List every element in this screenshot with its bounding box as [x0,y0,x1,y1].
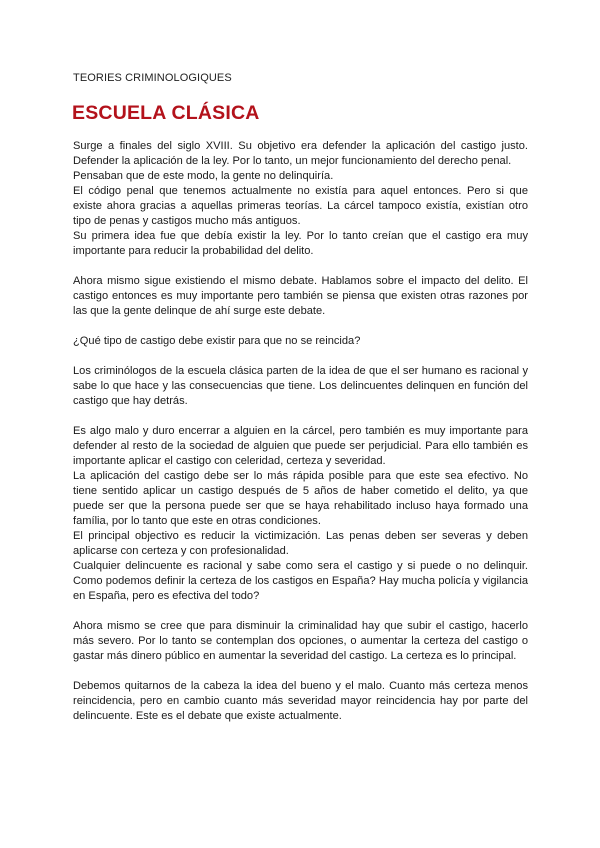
text-line: El código penal que tenemos actualmente no existía para aquel entonces. Pero si que existe ahora gracias a aquellas primeras teorías. La cárcel tampoco existía, existían otro tipo de penas y castigos mucho más antiguos. [73,185,528,227]
paragraph-origins [73,139,528,259]
text-line: Su primera idea fue que debía existir la ley. Por lo tanto creían que el castigo era muy importante para reducir la probabilidad del delito. [73,230,528,257]
section-title: ESCUELA CLÁSICA [72,102,260,124]
text-line: El principal objectivo es reducir la victimización. Las penas deben ser severas y deben aplicarse con certeza y con profesionalidad. [73,530,528,557]
text-line: Surge a finales del siglo XVIII. Su objetivo era defender la aplicación del castigo justo. Defender la aplicación de la ley. Por lo tanto, un mejor funcionamiento del derecho penal. [73,140,528,167]
text-line: ¿Qué tipo de castigo debe existir para que no se reincida? [73,335,361,347]
paragraph-punishment-principles [73,424,528,604]
paragraph-question [73,334,528,349]
paragraph-debate [73,274,528,319]
paragraph-severity-vs-certainty [73,619,528,664]
text-line: Ahora mismo sigue existiendo el mismo debate. Hablamos sobre el impacto del delito. El castigo entonces es muy importante pero también se piensa que existen otras razones por las que la gente delinque de ahí surge este debate. [73,275,528,317]
text-line: Pensaban que de este modo, la gente no delinquiría. [73,170,334,182]
text-line: Cualquier delincuente es racional y sabe como sera el castigo y si puede o no delinquir. Como podemos definir la certeza de los castigos en España? Hay mucha policía y vigilancia en España, pero es efectiva del todo? [73,560,528,602]
text-line: Es algo malo y duro encerrar a alguien en la cárcel, pero también es muy importante para defender al resto de la sociedad de alguien que puede ser perjudicial. Para ello también es importante aplicar el castigo con celeridad, certeza y severidad. [73,425,528,467]
text-line: Los criminólogos de la escuela clásica parten de la idea de que el ser humano es racional y sabe lo que hace y las consecuencias que tiene. Los delincuentes delinquen en función del castigo que hay detrás. [73,365,528,407]
text-line: Ahora mismo se cree que para disminuir la criminalidad hay que subir el castigo, hacerlo más severo. Por lo tanto se contemplan dos opciones, o aumentar la certeza del castigo o gastar más dinero público en aumentar la severidad del castigo. La certeza es lo principal. [73,620,528,662]
body-text [73,139,528,739]
paragraph-rational-actor [73,364,528,409]
text-line: Debemos quitarnos de la cabeza la idea del bueno y el malo. Cuanto más certeza menos reincidencia, pero en cambio cuanto más severidad mayor reincidencia hay por parte del delincuente. Este es el debate que existe actualmente. [73,680,528,722]
running-header: TEORIES CRIMINOLOGIQUES [73,72,232,84]
paragraph-conclusion [73,679,528,724]
text-line: La aplicación del castigo debe ser lo más rápida posible para que este sea efectivo. No tiene sentido aplicar un castigo después de 5 años de haber cometido el delito, ya que puede ser que la persona puede ser que se haya rehabilitado incluso haya formado una família, por lo tanto que este en otras condiciones. [73,470,528,527]
